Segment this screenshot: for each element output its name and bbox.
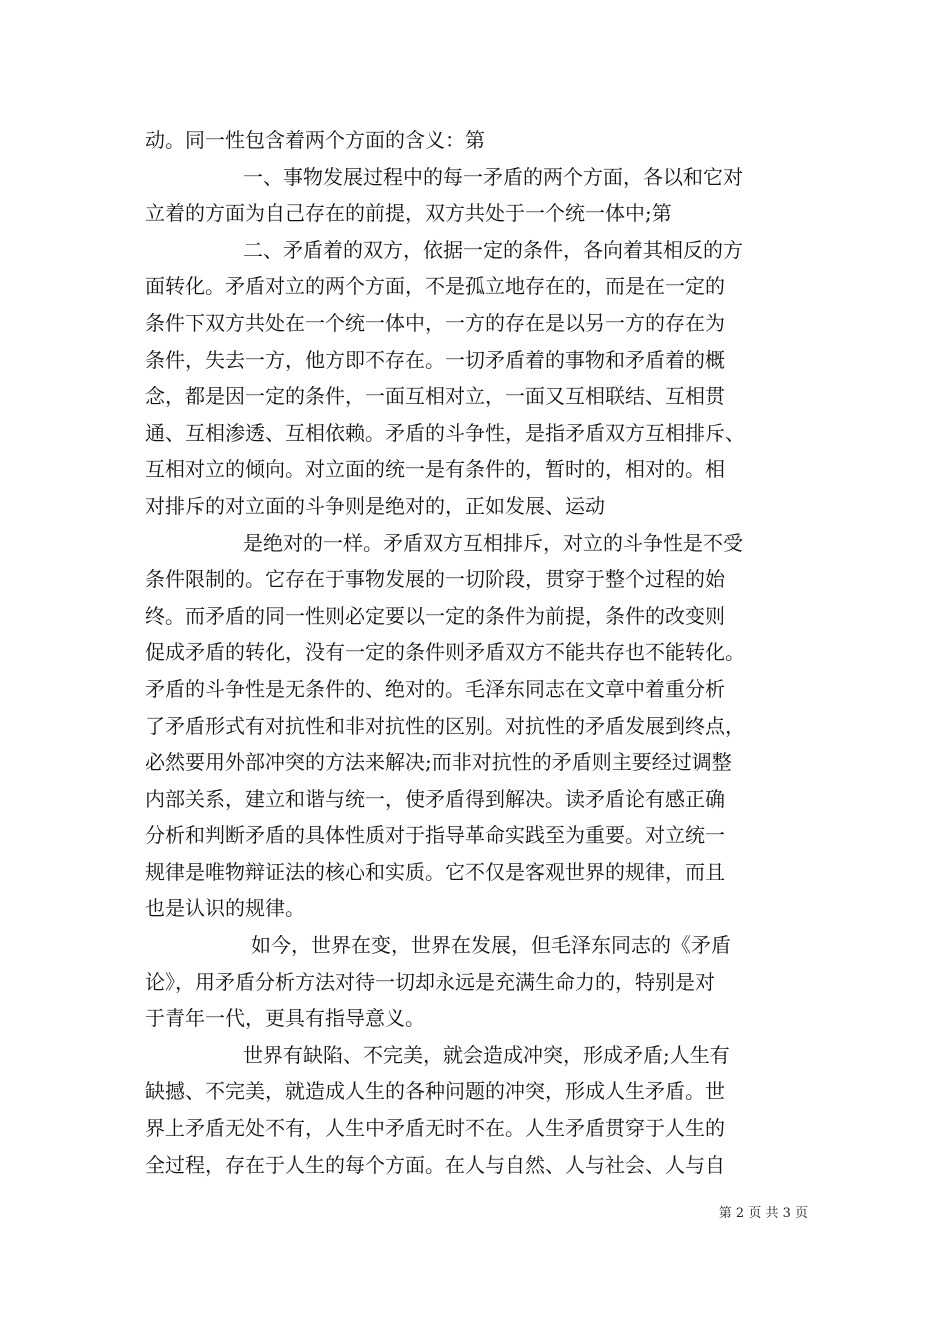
text-line: 面转化。矛盾对立的两个方面，不是孤立地存在的，而是在一定的 <box>145 274 725 299</box>
text-line: 于青年一代，更具有指导意义。 <box>145 1006 425 1031</box>
page-number: 第 2 页 共 3 页 <box>718 1206 808 1221</box>
text-line: 条件下双方共处在一个统一体中，一方的存在是以另一方的存在为 <box>145 310 725 335</box>
text-line: 分析和判断矛盾的具体性质对于指导革命实践至为重要。对立统一 <box>145 823 725 848</box>
text-line: 也是认识的规律。 <box>145 896 305 921</box>
text-line: 促成矛盾的转化，没有一定的条件则矛盾双方不能共存也不能转化。 <box>145 640 745 665</box>
text-line: 二、矛盾着的双方，依据一定的条件，各向着其相反的方 <box>243 237 743 262</box>
text-line: 一、事物发展过程中的每一矛盾的两个方面，各以和它对 <box>243 164 743 189</box>
text-line: 是绝对的一样。矛盾双方互相排斥，对立的斗争性是不受 <box>243 530 743 555</box>
text-line: 互相对立的倾向。对立面的统一是有条件的，暂时的，相对的。相 <box>145 457 725 482</box>
text-line: 缺撼、不完美，就造成人生的各种问题的冲突，形成人生矛盾。世 <box>145 1079 725 1104</box>
text-line: 动。同一性包含着两个方面的含义：第 <box>145 128 485 152</box>
text-line: 如今，世界在变，世界在发展，但毛泽东同志的《矛盾 <box>251 933 731 958</box>
text-line: 对排斥的对立面的斗争则是绝对的，正如发展、运动 <box>145 493 605 518</box>
text-line: 通、互相渗透、互相依赖。矛盾的斗争性，是指矛盾双方互相排斥、 <box>145 420 745 445</box>
body-text <box>145 122 807 1183</box>
text-line: 了矛盾形式有对抗性和非对抗性的区别。对抗性的矛盾发展到终点， <box>145 713 745 738</box>
text-line: 内部关系，建立和谐与统一，使矛盾得到解决。读矛盾论有感正确 <box>145 786 725 811</box>
text-line: 论》，用矛盾分析方法对待一切却永远是充满生命力的，特别是对 <box>145 969 715 994</box>
text-line: 规律是唯物辩证法的核心和实质。它不仅是客观世界的规律，而且 <box>145 859 725 884</box>
text-line: 念，都是因一定的条件，一面互相对立，一面又互相联结、互相贯 <box>145 384 725 409</box>
text-line: 立着的方面为自己存在的前提，双方共处于一个统一体中;第 <box>145 201 672 226</box>
text-line: 全过程，存在于人生的每个方面。在人与自然、人与社会、人与自 <box>145 1152 725 1177</box>
text-line: 终。而矛盾的同一性则必定要以一定的条件为前提，条件的改变则 <box>145 603 725 628</box>
text-line: 世界有缺陷、不完美，就会造成冲突，形成矛盾;人生有 <box>243 1042 730 1067</box>
text-line: 条件，失去一方，他方即不存在。一切矛盾着的事物和矛盾着的概 <box>145 347 725 372</box>
text-line: 矛盾的斗争性是无条件的、绝对的。毛泽东同志在文章中着重分析 <box>145 676 725 701</box>
text-line: 必然要用外部冲突的方法来解决;而非对抗性的矛盾则主要经过调整 <box>145 750 732 775</box>
text-line: 界上矛盾无处不有，人生中矛盾无时不在。人生矛盾贯穿于人生的 <box>145 1116 725 1141</box>
text-line: 条件限制的。它存在于事物发展的一切阶段，贯穿于整个过程的始 <box>145 567 725 592</box>
